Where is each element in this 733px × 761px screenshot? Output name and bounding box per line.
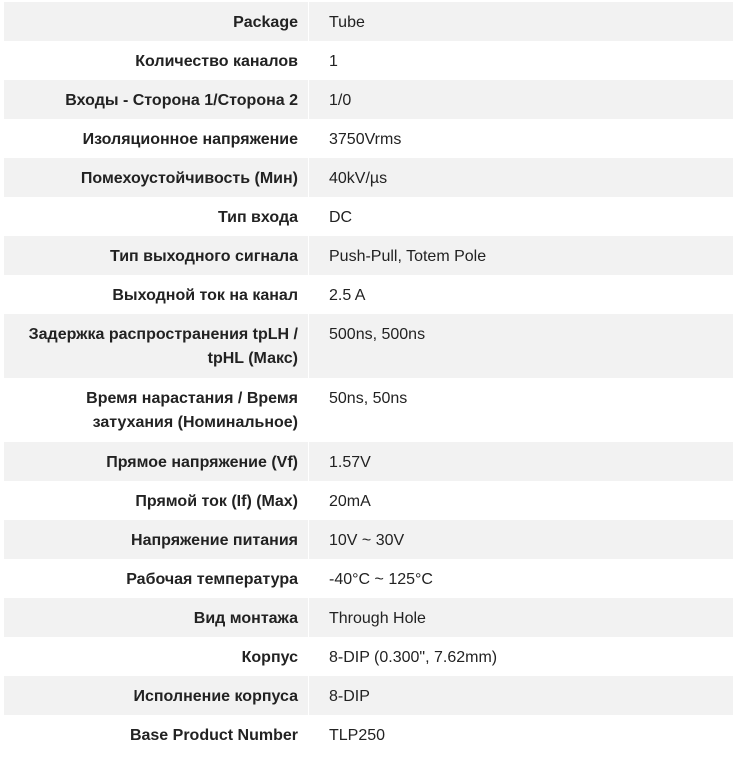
spec-value: 1.57V: [329, 454, 371, 471]
spec-value: Through Hole: [329, 610, 426, 627]
spec-value: Push-Pull, Totem Pole: [329, 248, 487, 265]
spec-label: Base Product Number: [129, 727, 298, 744]
spec-row-propagation-delay: [4, 314, 733, 378]
spec-row-forward-current: [4, 481, 733, 520]
spec-label: Корпус: [241, 649, 298, 666]
spec-value: 1/0: [329, 92, 352, 109]
column-divider: [308, 197, 309, 236]
column-divider: [308, 80, 309, 119]
spec-row-package: [4, 2, 733, 41]
spec-label: Package: [233, 14, 298, 31]
spec-label: Рабочая температура: [126, 571, 298, 588]
spec-label: Напряжение питания: [131, 532, 298, 549]
spec-value: 8-DIP: [329, 688, 370, 705]
column-divider: [308, 2, 309, 41]
spec-label: Вид монтажа: [193, 610, 298, 627]
spec-row-mounting-type: [4, 598, 733, 637]
spec-row-inputs-side: [4, 80, 733, 119]
column-divider: [308, 41, 309, 80]
spec-label: Количество каналов: [135, 53, 298, 70]
spec-label: Помехоустойчивость (Мин): [80, 170, 298, 187]
column-divider: [308, 236, 309, 275]
spec-row-input-type: [4, 197, 733, 236]
column-divider: [308, 715, 309, 754]
spec-row-rise-fall-time: [4, 378, 733, 442]
spec-value: 8-DIP (0.300", 7.62mm): [329, 649, 498, 666]
column-divider: [308, 481, 309, 520]
spec-value: 20mA: [329, 493, 371, 510]
spec-value: TLP250: [329, 727, 386, 744]
spec-value: 10V ~ 30V: [329, 532, 405, 549]
spec-label: Тип входа: [217, 209, 298, 226]
spec-row-output-type: [4, 236, 733, 275]
column-divider: [308, 119, 309, 158]
spec-label: Входы - Сторона 1/Сторона 2: [65, 92, 298, 109]
spec-label: Изоляционное напряжение: [82, 131, 298, 148]
spec-row-isolation-voltage: [4, 119, 733, 158]
spec-value: 2.5 A: [329, 287, 366, 304]
spec-row-operating-temperature: [4, 559, 733, 598]
column-divider: [308, 598, 309, 637]
column-divider: [308, 442, 309, 481]
spec-label: Тип выходного сигнала: [110, 248, 298, 265]
spec-row-forward-voltage: [4, 442, 733, 481]
spec-row-supply-voltage: [4, 520, 733, 559]
spec-row-base-product-number: [4, 715, 733, 754]
spec-value: 50ns, 50ns: [329, 390, 408, 407]
column-divider: [308, 314, 309, 378]
column-divider: [308, 676, 309, 715]
spec-label: Выходной ток на канал: [112, 287, 298, 304]
column-divider: [308, 378, 309, 442]
column-divider: [308, 559, 309, 598]
spec-label: Задержка распространения tpLH / tpHL (Макс): [28, 326, 298, 367]
spec-value: DC: [329, 209, 353, 226]
column-divider: [308, 158, 309, 197]
column-divider: [308, 637, 309, 676]
spec-row-channels: [4, 41, 733, 80]
spec-label: Прямое напряжение (Vf): [106, 454, 298, 471]
column-divider: [308, 275, 309, 314]
spec-row-package-case: [4, 637, 733, 676]
spec-row-supplier-device-package: [4, 676, 733, 715]
spec-value: -40°C ~ 125°C: [329, 571, 433, 588]
spec-row-output-current: [4, 275, 733, 314]
spec-row-cmti: [4, 158, 733, 197]
spec-table: [4, 2, 733, 754]
spec-label: Прямой ток (If) (Max): [135, 493, 298, 510]
column-divider: [308, 520, 309, 559]
spec-value: 3750Vrms: [329, 131, 402, 148]
spec-value: 40kV/µs: [329, 170, 388, 187]
spec-label: Время нарастания / Время затухания (Номинальное): [86, 390, 298, 431]
spec-value: Tube: [329, 14, 365, 31]
spec-value: 500ns, 500ns: [329, 326, 426, 343]
spec-label: Исполнение корпуса: [133, 688, 298, 705]
spec-value: 1: [329, 53, 338, 70]
